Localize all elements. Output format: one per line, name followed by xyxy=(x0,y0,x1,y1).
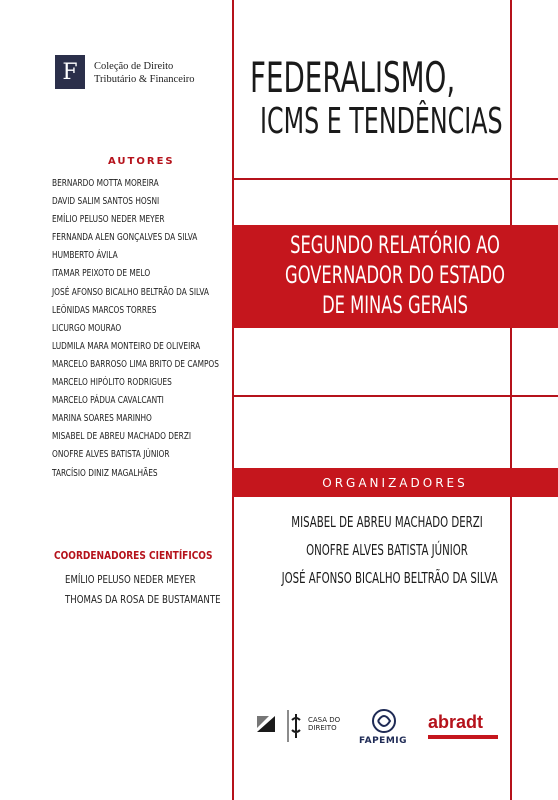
abradt-underline xyxy=(428,735,498,739)
author-name: EMÍLIO PELUSO NEDER MEYER xyxy=(52,214,165,226)
collection-name-line1: Coleção de Direito xyxy=(94,61,174,72)
organizers-heading: ORGANIZADORES xyxy=(322,475,468,490)
book-title-line2: ICMS E TENDÊNCIAS xyxy=(260,101,503,142)
casa-line2: DIREITO xyxy=(308,724,337,732)
book-title-line1: FEDERALISMO, xyxy=(250,53,456,102)
author-name: MARINA SOARES MARINHO xyxy=(52,413,152,425)
author-name: MARCELO PÁDUA CAVALCANTI xyxy=(52,395,164,407)
organizer-name: ONOFRE ALVES BATISTA JÚNIOR xyxy=(306,541,468,559)
abradt-logo: abradt xyxy=(428,712,484,732)
author-name: DAVID SALIM SANTOS HOSNI xyxy=(52,196,160,208)
organizer-name: MISABEL DE ABREU MACHADO DERZI xyxy=(291,513,483,531)
publisher-mark-icon xyxy=(255,712,277,734)
frame-line xyxy=(232,178,558,180)
book-subtitle xyxy=(232,230,558,320)
author-name: MARCELO HIPÓLITO RODRIGUES xyxy=(52,377,172,389)
book-subtitle-line3: DE MINAS GERAIS xyxy=(322,291,468,319)
author-name: LEÔNIDAS MARCOS TORRES xyxy=(52,304,157,316)
coordinators-heading: COORDENADORES CIENTÍFICOS xyxy=(54,549,213,562)
book-title xyxy=(250,55,550,143)
book-subtitle-line1: SEGUNDO RELATÓRIO AO xyxy=(290,231,500,259)
author-name: ONOFRE ALVES BATISTA JÚNIOR xyxy=(52,449,170,461)
author-name: LUDMILA MARA MONTEIRO DE OLIVEIRA xyxy=(52,340,201,352)
coordinators-list xyxy=(65,570,255,610)
frame-line xyxy=(510,328,512,468)
organizers-list xyxy=(232,508,542,592)
organizers-band xyxy=(232,468,558,497)
book-subtitle-line2: GOVERNADOR DO ESTADO xyxy=(285,261,505,289)
collection-name xyxy=(94,60,229,86)
author-name: BERNARDO MOTTA MOREIRA xyxy=(52,178,159,189)
author-name: FERNANDA ALEN GONÇALVES DA SILVA xyxy=(52,232,198,244)
coordinator-name: EMÍLIO PELUSO NEDER MEYER xyxy=(65,574,196,586)
casa-line1: CASA DO xyxy=(308,716,341,724)
author-name: MISABEL DE ABREU MACHADO DERZI xyxy=(52,431,192,443)
collection-logo xyxy=(55,55,85,89)
author-name: LICURGO MOURÃO xyxy=(52,322,122,334)
author-name: JOSÉ AFONSO BICALHO BELTRÃO DA SILVA xyxy=(52,286,209,298)
casa-do-direito-logo xyxy=(308,716,348,732)
organizer-name: JOSÉ AFONSO BICALHO BELTRÃO DA SILVA xyxy=(281,569,498,587)
author-name: TARCÍSIO DINIZ MAGALHÃES xyxy=(52,467,158,479)
fapemig-icon xyxy=(370,707,398,735)
author-name: ITAMAR PEIXOTO DE MELO xyxy=(52,268,151,280)
authors-heading: AUTORES xyxy=(108,156,175,167)
authors-list xyxy=(52,175,266,483)
author-name: MARCELO BARROSO LIMA BRITO DE CAMPOS xyxy=(52,358,219,370)
coordinator-name: THOMAS DA ROSA DE BUSTAMANTE xyxy=(65,594,221,606)
casa-do-direito-icon xyxy=(286,708,304,744)
collection-name-line2: Tributário & Financeiro xyxy=(94,74,195,85)
collection-logo-letter: F xyxy=(62,59,78,85)
fapemig-logo: FAPEMIG xyxy=(359,736,408,746)
frame-line xyxy=(232,395,558,397)
author-name: HUMBERTO ÁVILA xyxy=(52,250,118,262)
